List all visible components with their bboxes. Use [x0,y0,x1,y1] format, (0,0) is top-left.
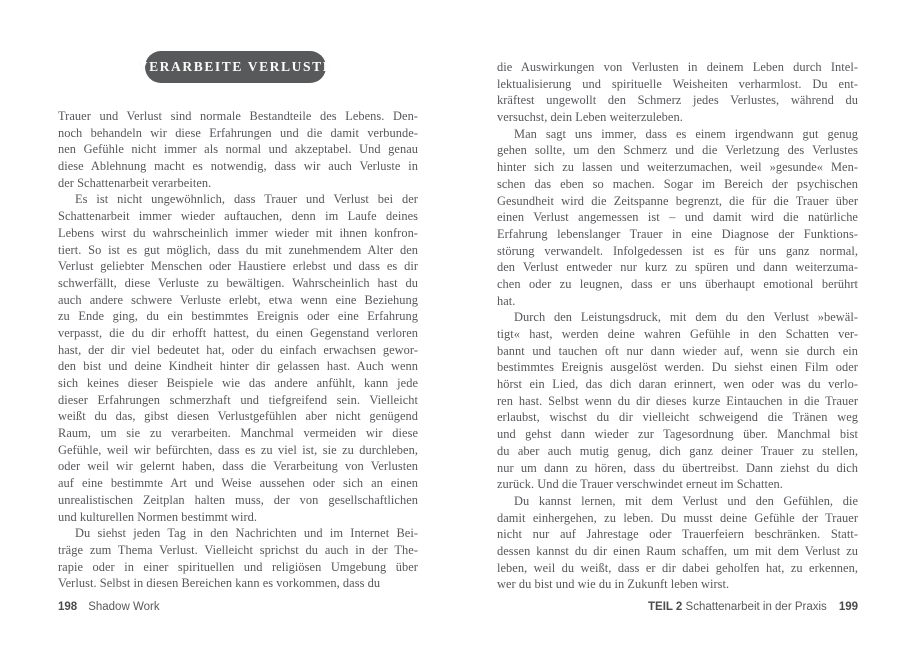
text-line: bestimmtes Ereignis ausgelöst werden. Du siehst einen Film oder [497,360,858,375]
text-line: und kulturellen Normen bestimmt wird. [58,509,258,524]
text-line: dessen kannst du dir einen Raum schaffen, um mit dem Verlust zu [497,543,858,558]
paragraph [497,126,858,310]
left-page-text-column [58,108,418,592]
paragraph [58,108,418,191]
text-line: zu Ende ging, du ein bestimmtes Ereignis oder eine Erfahrung [58,309,418,324]
text-line: Verlust geliebter Menschen oder Haustiere erlebst und dass es dir [58,259,418,274]
text-line: kräftest ungewollt den Schmerz jedes Verlustes, während du [497,93,858,108]
text-line: weißt du das, gibst diesen Verlustgefühlen aber nicht genügend [58,409,418,424]
text-line: damit einhergehen, zu leben. Du musst deine Gefühle der Trauer [497,510,858,525]
text-line: tiert. So ist es gut möglich, dass du mit zunehmendem Alter den [58,242,418,257]
text-line: diese Ablehnung macht es notwendig, dass wir auch Verluste in [58,159,418,174]
section-title: Schattenarbeit in der Praxis [685,601,827,613]
text-line: nen Gefühle nicht immer als normal und akzeptabel. Und genau [58,142,418,157]
part-label: TEIL 2 [648,601,683,613]
text-line: Verlust. Selbst in diesen Bereichen kann es vorkommen, dass du [58,576,381,591]
text-line: hast, der dir viel bedeutet hat, oder du einfach erwachsen gewor- [58,342,418,357]
text-line: Gefühle, weil wir befürchten, dass es zu viel ist, sie zu durchleben, [58,442,418,457]
chapter-badge [137,51,334,83]
book-title: Shadow Work [88,601,160,613]
text-line: chen oder zu leugnen, dass er uns überhaupt emotional berührt [497,276,858,291]
text-line: du aber auch mutig genug, dich ganz deiner Trauer zu stellen, [497,443,858,458]
text-line: Man sagt uns immer, dass es einem irgendwann gut genug [514,126,858,141]
text-line: gehen sollte, um den Schmerz und die Verletzung des Verlustes [497,143,858,158]
text-line: lektualisierung und spirituelle Weisheiten verharmlost. Du ent- [497,76,858,91]
text-line: dieser Erfahrungen schmerzhaft und tiefgreifend sein. Vielleicht [58,392,418,407]
paragraph [58,191,418,525]
text-line: unrealistischen Zeitplan halten muss, der von gesellschaftlichen [58,492,418,507]
text-line: hat. [497,293,516,308]
paragraph [497,309,858,493]
left-page-footer [58,601,160,613]
text-line: auf eine bestimmte Art und Weise aussehen oder sich an einen [58,476,418,491]
text-line: Lebens wirst du wahrscheinlich immer wieder mit ihnen konfron- [58,225,418,240]
paragraph [497,493,858,593]
left-page-number: 198 [58,601,78,613]
text-line: zurück. Und die Trauer verschwindet erneut im Schatten. [497,477,783,492]
text-line: Trauer und Verlust sind normale Bestandteile des Lebens. Den- [58,109,418,123]
text-line: den bist und deine Kindheit hinter dir gelassen hast. Auch wenn [58,359,418,374]
text-line: erlaubst, wischst du dir vielleicht schweigend die Tränen weg [497,410,858,425]
right-page-text-column [497,59,858,593]
text-line: Du kannst lernen, mit dem Verlust und den Gefühlen, die [514,493,858,508]
text-line: oder weil wir gelernt haben, dass die Verarbeitung von Verlusten [58,459,418,474]
text-line: die Auswirkungen von Verlusten in deinem Leben durch Intel- [497,60,858,74]
text-line: hinter sich zu lassen und weiterzumachen, weil »gesunde« Men- [497,160,858,175]
text-line: Raum, um sie zu verarbeiten. Manchmal vermeiden wir diese [58,426,418,441]
text-line: den Verlust entweder nur kurz zu spüren und dann weiterzuma- [497,260,858,275]
text-line: verpasst, die du dir erhofft hattest, du einen Gegenstand verloren [58,325,418,340]
text-line: Gesundheit wird die Zeitspanne begrenzt, die für die Trauer über [497,193,858,208]
text-line: hörst ein Lied, das dich daran erinnert, wen oder was du verlo- [497,377,858,392]
text-line: Durch den Leistungsdruck, mit dem du den Verlust »bewäl- [514,310,858,325]
text-line: versuchst, dein Leben weiterzuleben. [497,110,683,125]
text-line: wer du bist und wie du in Zukunft leben wirst. [497,577,730,592]
text-line: nicht nur auf Jahrestage oder Trauerfeiern beschränken. Statt- [497,527,858,542]
text-line: leben, weil du weißt, dass er dir dabei geholfen hat, zu erkennen, [497,560,858,575]
text-line: bannt und tauchen oft nur dann wieder auf, wenn sie durch ein [497,343,858,358]
paragraph [58,525,418,592]
chapter-title: VERARBEITE VERLUSTE [137,59,334,74]
text-line: Erfahrung lebenslanger Trauer in eine Diagnose der Funktions- [497,226,858,241]
text-line: sich keines dieser Beispiele wie das andere anfühlt, kann jede [58,376,418,390]
text-line: tigt« hast, werden deine wahren Gefühle in den Schatten ver- [497,327,858,341]
text-line: störung verwandelt. Infolgedessen ist es für uns ganz normal, [497,243,858,258]
paragraph [497,59,858,126]
text-line: träge zum Thema Verlust. Vielleicht sprichst du auch in der The- [58,542,418,557]
text-line: und gehst dann wieder zur Tagesordnung über. Manchmal bist [497,427,858,442]
text-line: nur um dann zu hören, dass du übertreibst. Dann ziehst du dich [497,460,858,475]
text-line: schwerfällt, diese Verluste zu bewältigen. Wahrscheinlich hast du [58,275,418,290]
text-line: rapie oder in einer spirituellen und religiösen Umgebung über [58,559,418,574]
text-line: Du siehst jeden Tag in den Nachrichten und im Internet Bei- [75,526,418,541]
text-line: Es ist nicht ungewöhnlich, dass Trauer und Verlust bei der [75,192,418,207]
text-line: der Schattenarbeit verarbeiten. [58,175,212,190]
text-line: auch andere schwere Verluste erlebt, etwa wenn eine Beziehung [58,292,418,307]
text-line: Schattenarbeit immer wieder auftauchen, denn im Laufe deines [58,209,418,224]
text-line: schen das eben so machen. Sogar im Bereich der psychischen [497,176,858,191]
right-page-footer [648,601,858,613]
text-line: noch behandeln wir diese Erfahrungen und die damit verbunde- [58,125,418,140]
text-line: einen Verlust angemessen ist – und damit wird die natürliche [497,210,858,225]
right-page-number: 199 [838,601,858,613]
text-line: ren hast. Selbst wenn du dir dieses kurze Eintauchen in die Trauer [497,393,858,408]
